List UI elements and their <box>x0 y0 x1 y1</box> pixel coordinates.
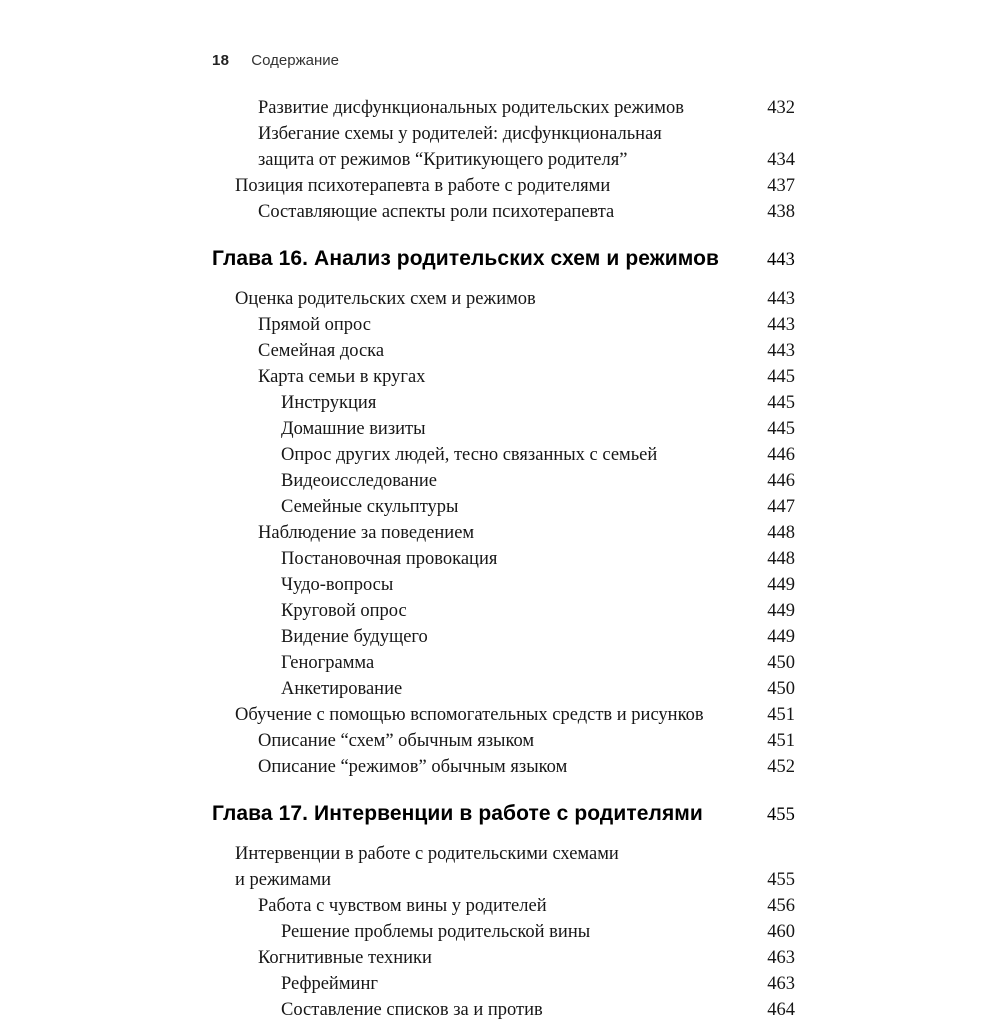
toc-entry-title: Круговой опрос <box>281 601 407 621</box>
toc-entry <box>212 598 795 624</box>
page-number: 18 <box>212 52 230 69</box>
toc-entry-page: 464 <box>767 1000 795 1020</box>
toc-entry <box>212 121 795 173</box>
toc-entry-page: 450 <box>767 679 795 699</box>
toc-entry-title-line: защита от режимов “Критикующего родителя” <box>258 150 628 170</box>
toc-entry-title: Позиция психотерапевта в работе с родителями <box>235 176 611 196</box>
toc-entry <box>212 364 795 390</box>
chapter-heading-title: Глава 17. Интервенции в работе с родителями <box>212 802 703 825</box>
toc-entry-title <box>258 121 662 173</box>
toc-entry-title: Составляющие аспекты роли психотерапевта <box>258 202 615 222</box>
toc-entry-page: 451 <box>767 731 795 751</box>
toc-entry-title: Инструкция <box>281 393 377 413</box>
toc-entry-title: Видение будущего <box>281 627 428 647</box>
toc-entry-title: Оценка родительских схем и режимов <box>235 289 536 309</box>
toc-entry-title-line: Избегание схемы у родителей: дисфункциональная <box>258 124 662 144</box>
toc-entry-title: Анкетирование <box>281 679 403 699</box>
toc-entry-page: 438 <box>767 202 795 222</box>
toc-entry <box>212 945 795 971</box>
toc-entry-title <box>235 841 619 893</box>
toc-entry-page: 445 <box>767 367 795 387</box>
toc-entry <box>212 624 795 650</box>
toc-entry <box>212 754 795 780</box>
toc-entry <box>212 919 795 945</box>
toc-entry-page: 460 <box>767 922 795 942</box>
toc-entry <box>212 468 795 494</box>
toc-entry-title: Прямой опрос <box>258 315 371 335</box>
toc-entry <box>212 728 795 754</box>
toc-entry-page: 434 <box>767 150 795 170</box>
chapter-heading-page: 455 <box>766 805 795 825</box>
toc-entry <box>212 676 795 702</box>
running-head-title: Содержание <box>251 52 339 69</box>
toc-entry <box>212 520 795 546</box>
toc-entry <box>212 338 795 364</box>
toc-entry-page: 448 <box>767 523 795 543</box>
toc-chapter-heading <box>212 800 795 828</box>
toc-entry-title: Семейная доска <box>258 341 385 361</box>
toc-entry-page: 448 <box>767 549 795 569</box>
toc-entry <box>212 893 795 919</box>
toc-entry-title: Описание “схем” обычным языком <box>258 731 535 751</box>
toc-entry-title: Работа с чувством вины у родителей <box>258 896 547 916</box>
toc-entry-page: 447 <box>767 497 795 517</box>
toc-entry-title-line: Интервенции в работе с родительскими схемами <box>235 844 619 864</box>
toc-entry-page: 451 <box>767 705 795 725</box>
toc-entry-page: 452 <box>767 757 795 777</box>
toc-entry-title: Описание “режимов” обычным языком <box>258 757 568 777</box>
toc-entry-title: Наблюдение за поведением <box>258 523 475 543</box>
toc-entry-page: 445 <box>767 393 795 413</box>
toc-entry-page: 443 <box>767 341 795 361</box>
toc-entry <box>212 199 795 225</box>
toc-entry-page: 443 <box>767 289 795 309</box>
toc-entry <box>212 173 795 199</box>
toc-entry-page: 455 <box>767 870 795 890</box>
toc-entry-page: 446 <box>767 471 795 491</box>
toc-entry-page: 450 <box>767 653 795 673</box>
toc-entry-page: 443 <box>767 315 795 335</box>
toc-entry <box>212 442 795 468</box>
toc-entry <box>212 572 795 598</box>
toc-entry-title: Генограмма <box>281 653 375 673</box>
toc-entry-page: 437 <box>767 176 795 196</box>
table-of-contents <box>212 95 795 1023</box>
toc-entry <box>212 971 795 997</box>
toc-entry-title: Развитие дисфункциональных родительских режимов <box>258 98 684 118</box>
toc-entry-page: 445 <box>767 419 795 439</box>
chapter-heading-page: 443 <box>766 250 795 270</box>
toc-entry-page: 449 <box>767 575 795 595</box>
toc-chapter-heading <box>212 245 795 273</box>
toc-entry-title: Домашние визиты <box>281 419 426 439</box>
chapter-heading-title: Глава 16. Анализ родительских схем и режимов <box>212 247 720 270</box>
toc-entry <box>212 841 795 893</box>
toc-entry <box>212 997 795 1023</box>
toc-entry-title: Карта семьи в кругах <box>258 367 426 387</box>
running-head <box>212 52 795 69</box>
toc-entry-page: 432 <box>767 98 795 118</box>
toc-entry-page: 449 <box>767 601 795 621</box>
toc-entry-page: 449 <box>767 627 795 647</box>
toc-entry-title: Чудо-вопросы <box>281 575 394 595</box>
toc-entry <box>212 702 795 728</box>
toc-entry <box>212 286 795 312</box>
toc-entry <box>212 312 795 338</box>
toc-entry-title: Семейные скульптуры <box>281 497 459 517</box>
toc-entry-title: Постановочная провокация <box>281 549 498 569</box>
toc-entry-page: 463 <box>767 974 795 994</box>
toc-entry-page: 463 <box>767 948 795 968</box>
toc-entry-title: Составление списков за и против <box>281 1000 543 1020</box>
toc-entry <box>212 390 795 416</box>
toc-entry-page: 446 <box>767 445 795 465</box>
toc-entry-page: 456 <box>767 896 795 916</box>
toc-entry <box>212 494 795 520</box>
toc-entry <box>212 546 795 572</box>
toc-entry <box>212 95 795 121</box>
toc-entry-title: Видеоисследование <box>281 471 438 491</box>
toc-entry-title-line: и режимами <box>235 870 332 890</box>
toc-entry <box>212 650 795 676</box>
toc-entry-title: Обучение с помощью вспомогательных средств и рисунков <box>235 705 704 725</box>
toc-entry-title: Когнитивные техники <box>258 948 432 968</box>
toc-entry <box>212 416 795 442</box>
toc-entry-title: Рефрейминг <box>281 974 378 994</box>
toc-entry-title: Опрос других людей, тесно связанных с семьей <box>281 445 658 465</box>
toc-entry-title: Решение проблемы родительской вины <box>281 922 591 942</box>
